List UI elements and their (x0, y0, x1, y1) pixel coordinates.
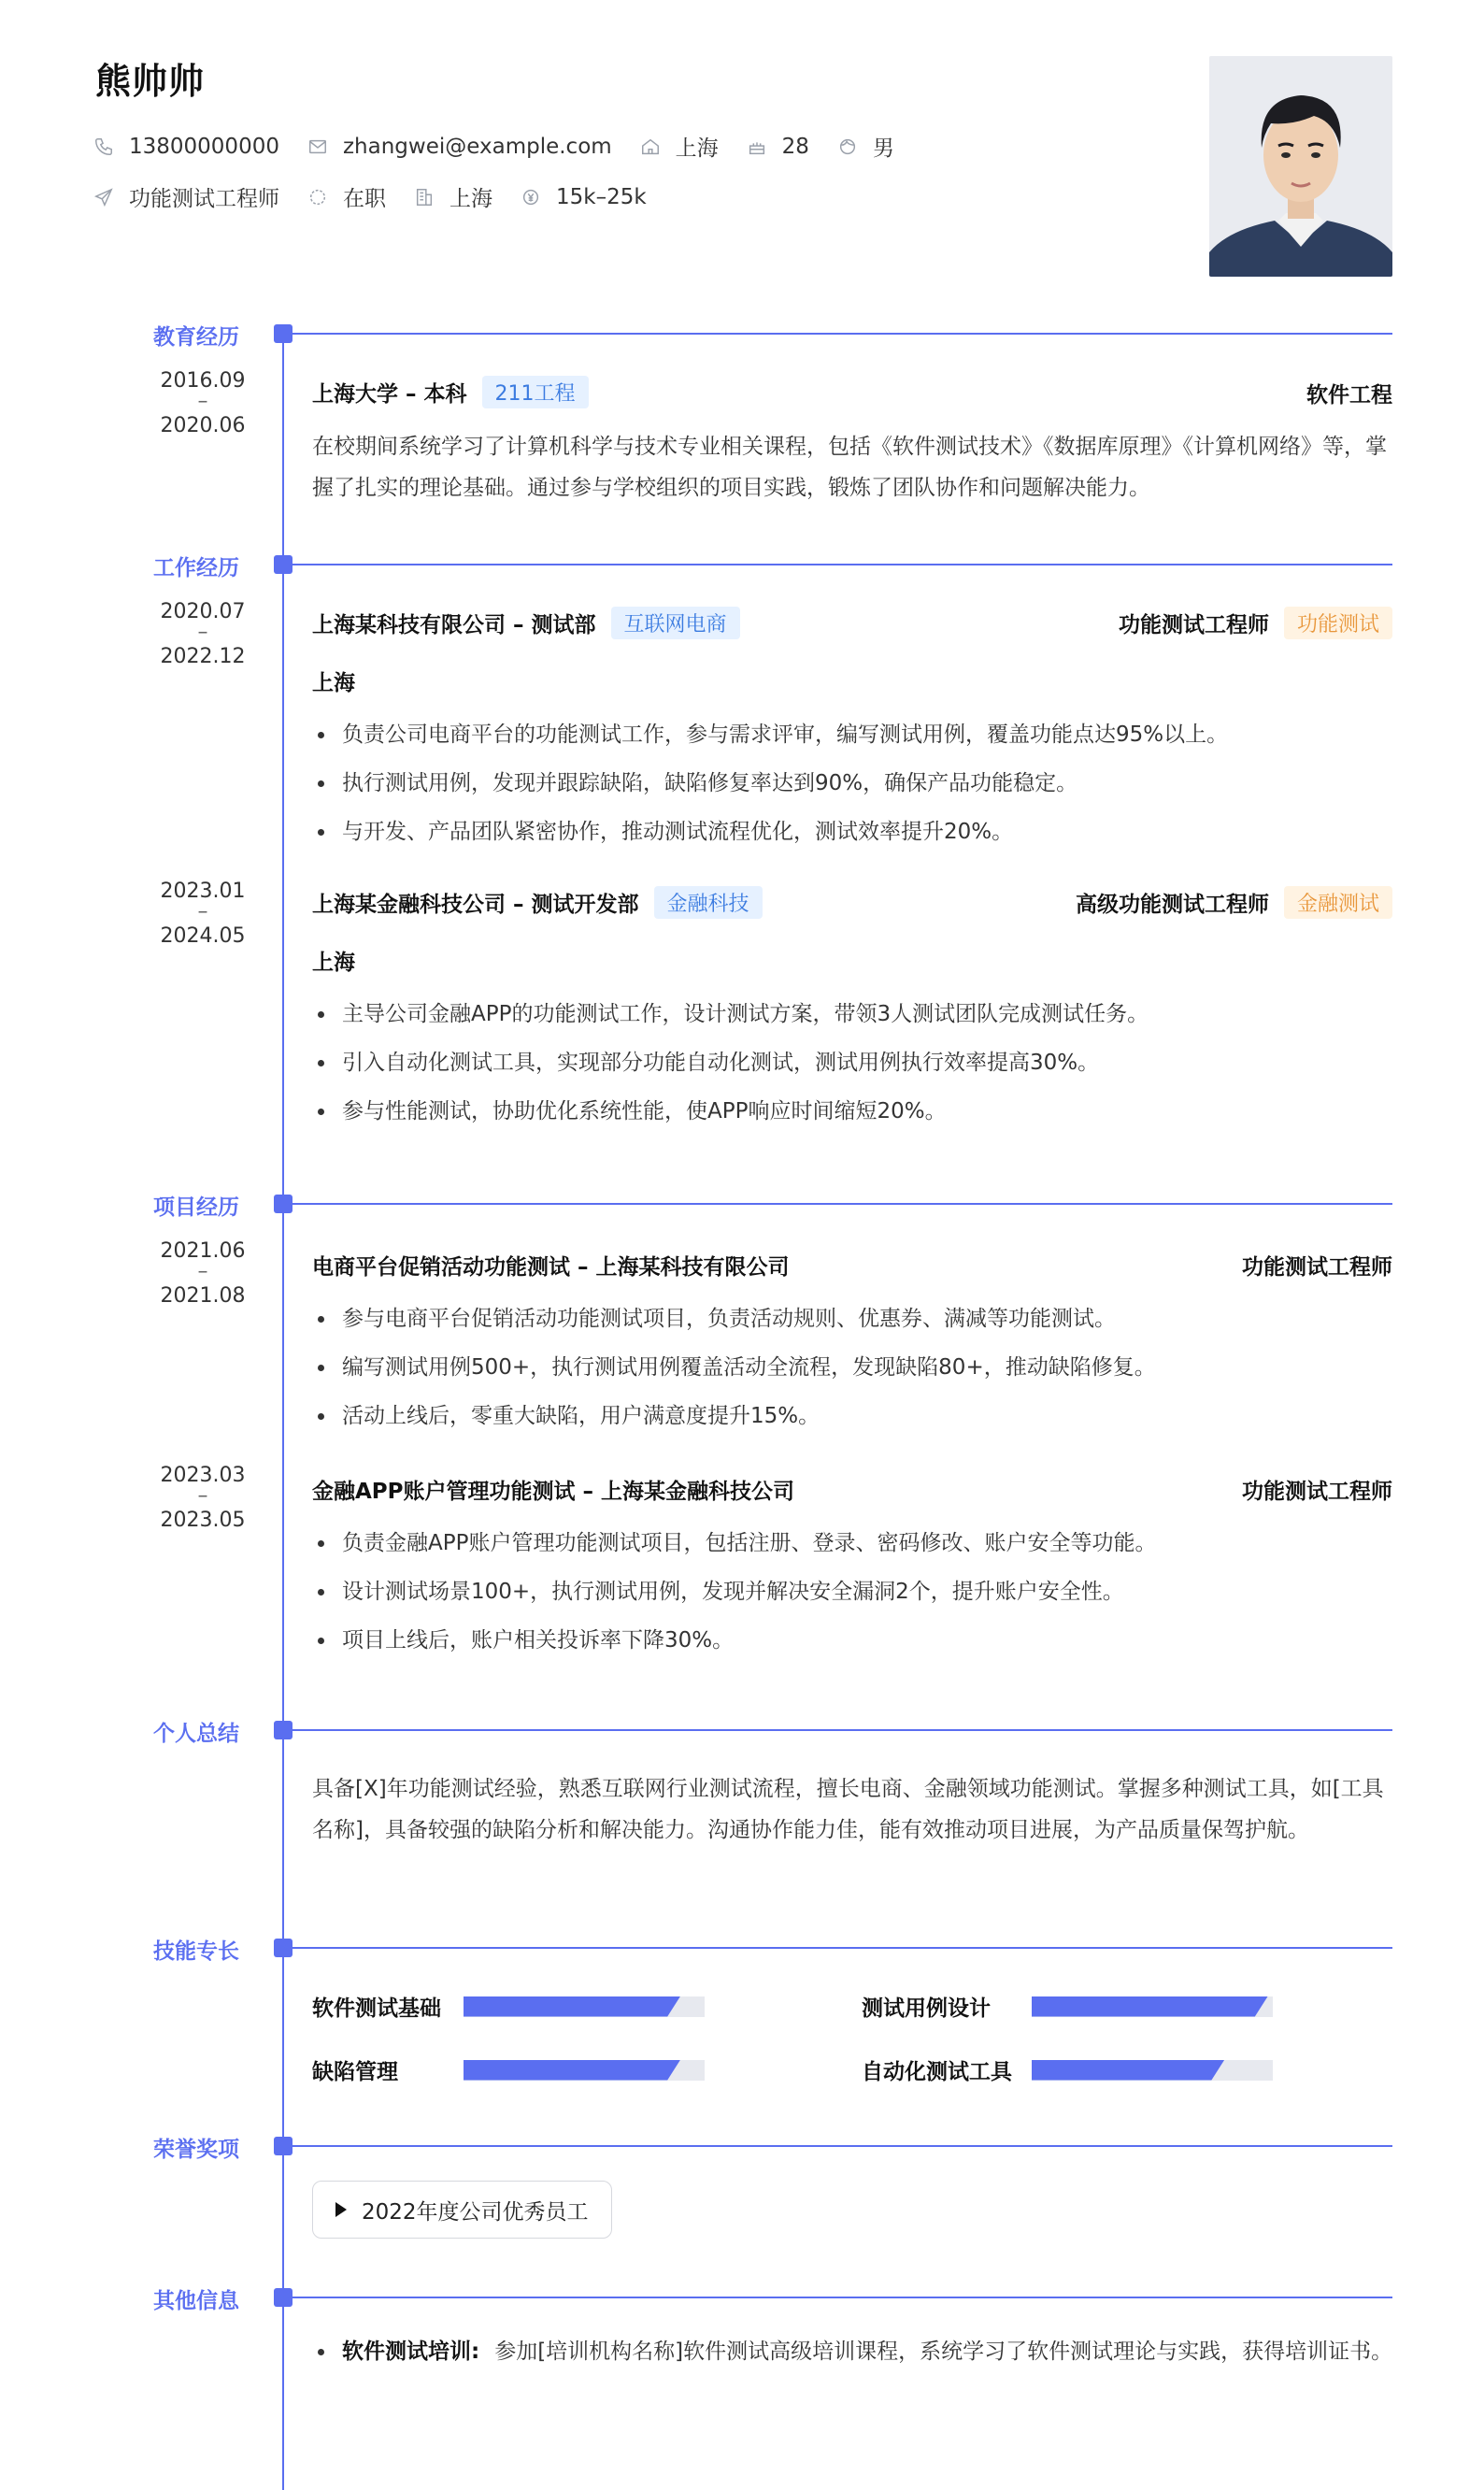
contact-age (747, 135, 809, 159)
phone-icon (93, 136, 114, 157)
summary-text: 具备[X]年功能测试经验，熟悉互联网行业测试流程，擅长电商、金融领域功能测试。掌握多种测试工具，如[工具名称]，具备较强的缺陷分析和解决能力。沟通协作能力佳，能有效推动项目进展，为产品质量保驾护航。 (312, 1777, 1384, 1842)
section-marker (274, 1721, 293, 1739)
job-status (307, 181, 386, 212)
send-icon (93, 187, 114, 208)
skill-bar (464, 1996, 705, 2017)
other-info-label: 软件测试培训: (342, 2340, 480, 2364)
list-item: 负责公司电商平台的功能测试工作，参与需求评审，编写测试用例，覆盖功能点达95%以上。 (312, 710, 1396, 759)
contact-phone (93, 135, 279, 159)
award-badge (312, 2181, 612, 2239)
work-position: 高级功能测试工程师 金融测试 (1076, 886, 1392, 919)
work-city-label: 上海 (312, 951, 355, 975)
list-item: 引入自动化测试工具，实现部分功能自动化测试，测试用例执行效率提高30%。 (312, 1038, 1396, 1087)
job-status-text: 在职 (343, 187, 386, 211)
money-icon (521, 187, 541, 208)
skill-bar (1032, 1996, 1273, 2017)
school-tag: 211工程 (482, 376, 589, 408)
section-title-skills: 技能专长 (153, 1939, 239, 1964)
project-bullets (312, 1295, 1396, 1440)
skill-name: 缺陷管理 (312, 2060, 398, 2084)
list-item: 活动上线后，零重大缺陷，用户满意度提升15%。 (312, 1392, 1396, 1440)
education-description: 在校期间系统学习了计算机科学与技术专业相关课程，包括《软件测试技术》《数据库原理》《计算机网络》等，掌握了扎实的理论基础。通过参与学校组织的项目实践，锻炼了团队协作和问题解决能力。 (312, 435, 1387, 500)
work-city (414, 181, 492, 212)
position-tag: 功能测试 (1284, 607, 1392, 639)
section-marker (274, 555, 293, 574)
skill-bar-fill (464, 2060, 680, 2081)
section-marker (274, 2288, 293, 2307)
award-text: 2022年度公司优秀员工 (362, 2199, 589, 2225)
work-city-text: 上海 (449, 187, 492, 211)
work-bullets (312, 990, 1396, 1136)
section-divider (293, 333, 1392, 335)
education-major: 软件工程 (1306, 383, 1392, 408)
phone-number: 13800000000 (129, 134, 279, 159)
section-title-other: 其他信息 (153, 2289, 239, 2313)
location-text: 上海 (675, 136, 719, 161)
contact-gender (837, 131, 894, 162)
skill-name: 自动化测试工具 (862, 2060, 1012, 2084)
skill-item (862, 2054, 1273, 2085)
play-icon (335, 2202, 347, 2217)
section-divider (293, 2297, 1392, 2298)
skill-item (312, 2054, 705, 2085)
education-school: 上海大学 – 本科 211工程 (312, 376, 589, 408)
section-marker (274, 2137, 293, 2155)
list-item: 项目上线后，账户相关投诉率下降30%。 (312, 1616, 1396, 1665)
contact-location (640, 131, 719, 162)
avatar-illustration (1209, 56, 1392, 277)
skill-bar (1032, 2060, 1273, 2081)
list-item: 负责金融APP账户管理功能测试项目，包括注册、登录、密码修改、账户安全等功能。 (312, 1519, 1396, 1567)
skill-item (312, 1991, 705, 2022)
list-item: 与开发、产品团队紧密协作，推动测试流程优化，测试效率提升20%。 (312, 808, 1396, 856)
list-item: 执行测试用例，发现并跟踪缺陷，缺陷修复率达到90%，确保产品功能稳定。 (312, 759, 1396, 808)
home-icon (640, 136, 661, 157)
project-role: 功能测试工程师 (1242, 1480, 1392, 1504)
email-address: zhangwei@example.com (342, 134, 612, 159)
section-marker (274, 324, 293, 343)
project-role: 功能测试工程师 (1242, 1255, 1392, 1280)
section-title-projects: 项目经历 (153, 1195, 239, 1220)
age-text: 28 (781, 134, 809, 159)
profile-photo (1209, 56, 1392, 277)
status-icon (307, 187, 328, 208)
skill-bar-fill (464, 1996, 680, 2017)
work-bullets (312, 710, 1396, 856)
project-date: 2023.03 – 2023.05 (160, 1464, 246, 1532)
project-bullets (312, 1519, 1396, 1665)
list-item: 编写测试用例500+，执行测试用例覆盖活动全流程，发现缺陷80+，推动缺陷修复。 (312, 1343, 1396, 1392)
gender-icon (837, 136, 858, 157)
work-date: 2023.01 – 2024.05 (160, 880, 246, 948)
section-title-education: 教育经历 (153, 325, 239, 350)
section-divider (293, 1947, 1392, 1949)
salary-text: 15k–25k (556, 184, 647, 209)
section-title-honors: 荣誉奖项 (153, 2138, 239, 2162)
building-icon (414, 187, 435, 208)
contact-email (307, 135, 612, 159)
section-marker (274, 1939, 293, 1957)
section-divider (293, 564, 1392, 565)
skill-bar-fill (1032, 1996, 1268, 2017)
industry-tag: 金融科技 (654, 886, 763, 919)
skill-item (862, 1991, 1273, 2022)
section-divider (293, 1203, 1392, 1205)
section-divider (293, 2145, 1392, 2147)
job-intent (93, 181, 279, 212)
list-item: 参与电商平台促销活动功能测试项目，负责活动规则、优惠券、满减等功能测试。 (312, 1295, 1396, 1343)
project-name: 电商平台促销活动功能测试 – 上海某科技有限公司 (312, 1255, 790, 1280)
bullet-dot (312, 2331, 342, 2372)
mail-icon (307, 136, 328, 157)
skill-name: 测试用例设计 (862, 1996, 991, 2021)
work-company: 上海某金融科技公司 – 测试开发部 金融科技 (312, 886, 763, 919)
other-info-text: 参加[培训机构名称]软件测试高级培训课程，系统学习了软件测试理论与实践，获得培训证书。 (494, 2340, 1393, 2364)
list-item: 设计测试场景100+，执行测试用例，发现并解决安全漏洞2个，提升账户安全性。 (312, 1567, 1396, 1616)
skill-bar-fill (1032, 2060, 1224, 2081)
work-position: 功能测试工程师 功能测试 (1119, 607, 1392, 639)
job-intent-text: 功能测试工程师 (129, 187, 279, 211)
work-city-label: 上海 (312, 671, 355, 695)
industry-tag: 互联网电商 (611, 607, 740, 639)
gender-text: 男 (872, 136, 894, 161)
candidate-name: 熊帅帅 (95, 61, 206, 102)
skill-bar (464, 2060, 705, 2081)
section-title-work: 工作经历 (153, 556, 239, 580)
salary-expectation (521, 185, 647, 209)
skill-name: 软件测试基础 (312, 1996, 441, 2021)
position-tag: 金融测试 (1284, 886, 1392, 919)
contact-row-1 (93, 131, 922, 162)
contact-row-2 (93, 181, 675, 212)
work-company: 上海某科技有限公司 – 测试部 互联网电商 (312, 607, 740, 639)
cake-icon (747, 136, 767, 157)
education-date: 2016.09 – 2020.06 (160, 369, 246, 437)
timeline-line (282, 332, 284, 2490)
list-item: 主导公司金融APP的功能测试工作，设计测试方案，带领3人测试团队完成测试任务。 (312, 990, 1396, 1038)
work-date: 2020.07 – 2022.12 (160, 600, 246, 668)
section-marker (274, 1195, 293, 1213)
project-date: 2021.06 – 2021.08 (160, 1239, 246, 1308)
list-item: 参与性能测试，协助优化系统性能，使APP响应时间缩短20%。 (312, 1087, 1396, 1136)
project-name: 金融APP账户管理功能测试 – 上海某金融科技公司 (312, 1480, 795, 1504)
section-divider (293, 1729, 1392, 1731)
section-title-summary: 个人总结 (153, 1722, 239, 1746)
other-info-item (312, 2331, 1396, 2372)
